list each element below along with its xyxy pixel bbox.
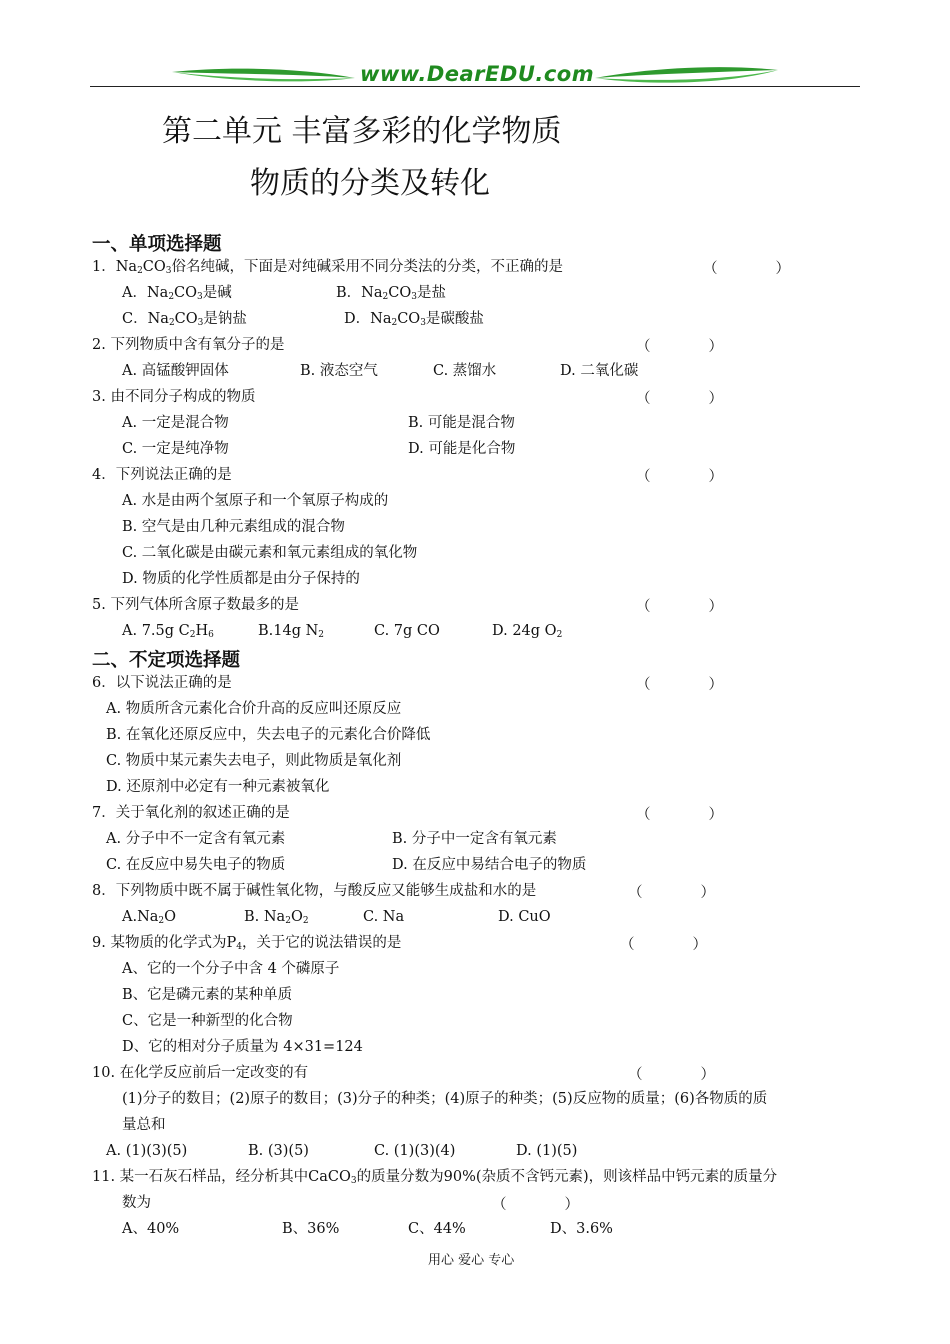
q7-option-b: B. 分子中一定含有氧元素	[392, 831, 557, 847]
answer-bracket-11[interactable]: （ ）	[492, 1197, 579, 1213]
q9-option-a: A、它的一个分子中含 4 个磷原子	[122, 961, 340, 977]
q6-option-d: D. 还原剂中必定有一种元素被氧化	[106, 779, 330, 795]
q6-option-a: A. 物质所含元素化合价升高的反应叫还原反应	[106, 701, 402, 717]
answer-bracket-10[interactable]: （ ）	[628, 1067, 715, 1083]
answer-bracket-2[interactable]: （ ）	[636, 339, 723, 355]
question-10: 10. 在化学反应前后一定改变的有	[92, 1065, 309, 1081]
q11-option-a: A、40%	[122, 1221, 180, 1237]
answer-bracket-9[interactable]: （ ）	[620, 937, 707, 953]
q1-option-b: B．$Na_2CO_3$是盐	[336, 285, 446, 302]
q8-option-d: D. CuO	[498, 909, 551, 925]
q4-option-b: B. 空气是由几种元素组成的混合物	[122, 519, 345, 535]
q6-option-c: C. 物质中某元素失去电子，则此物质是氧化剂	[106, 753, 402, 769]
q1-option-d: D．$Na_2CO_3$是碳酸盐	[344, 311, 484, 328]
q9-option-c: C、它是一种新型的化合物	[122, 1013, 293, 1029]
q7-option-a: A. 分子中不一定含有氧元素	[106, 831, 286, 847]
answer-bracket-3[interactable]: （ ）	[636, 391, 723, 407]
q5-option-b: B.14g $N_2$	[258, 623, 325, 640]
question-3: 3. 由不同分子构成的物质	[92, 389, 256, 405]
q10-option-a: A. (1)(3)(5)	[106, 1143, 188, 1159]
q8-option-a: $A.Na_2O$	[122, 909, 177, 926]
q11-option-b: B、36%	[282, 1221, 340, 1237]
page-title: 第二单元 丰富多彩的化学物质	[162, 114, 562, 149]
answer-bracket-4[interactable]: （ ）	[636, 469, 723, 485]
question-11: 11. 某一石灰石样品，经分析其中CaCO$_3$的质量分数为90%(杂质不含钙元素)，则该样品中钙元素的质量分	[92, 1169, 778, 1186]
q9-option-d: D、它的相对分子质量为 4×31=124	[122, 1039, 363, 1055]
q4-option-c: C. 二氧化碳是由碳元素和氧元素组成的氧化物	[122, 545, 418, 561]
q10-statement-line2: 量总和	[122, 1117, 166, 1133]
q5-option-a: A. 7.5g $C_2H_6$	[122, 623, 214, 640]
q4-option-a: A. 水是由两个氢原子和一个氧原子构成的	[122, 493, 389, 509]
q10-option-b: B. (3)(5)	[248, 1143, 309, 1159]
q2-option-d: D. 二氧化碳	[560, 363, 639, 379]
page-subtitle: 物质的分类及转化	[250, 166, 490, 201]
q3-option-a: A. 一定是混合物	[122, 415, 229, 431]
q6-option-b: B. 在氧化还原反应中，失去电子的元素化合价降低	[106, 727, 431, 743]
question-9: 9. 某物质的化学式为$P_4$，关于它的说法错误的是	[92, 935, 402, 952]
q3-option-d: D. 可能是化合物	[408, 441, 516, 457]
q3-option-b: B. 可能是混合物	[408, 415, 515, 431]
question-7: 7．关于氧化剂的叙述正确的是	[92, 805, 290, 821]
header-divider	[90, 86, 860, 87]
question-4: 4．下列说法正确的是	[92, 467, 232, 483]
q2-option-a: A. 高锰酸钾固体	[122, 363, 229, 379]
q11-statement-line2: 数为	[122, 1195, 151, 1211]
q1-option-a: A．$Na_2CO_3$是碱	[122, 285, 232, 302]
q8-option-c: C. Na	[363, 909, 405, 925]
question-5: 5. 下列气体所含原子数最多的是	[92, 597, 299, 613]
question-8: 8．下列物质中既不属于碱性氧化物，与酸反应又能够生成盐和水的是	[92, 883, 537, 899]
answer-bracket-6[interactable]: （ ）	[636, 677, 723, 693]
q1-option-c: C．$Na_2CO_3$是钠盐	[122, 311, 247, 328]
q3-option-c: C. 一定是纯净物	[122, 441, 229, 457]
q11-option-c: C、44%	[408, 1221, 466, 1237]
q11-option-d: D、3.6%	[550, 1221, 613, 1237]
page-footer: 用心 爱心 专心	[428, 1253, 515, 1268]
question-1: 1．$Na_2CO_3$俗名纯碱，下面是对纯碱采用不同分类法的分类，不正确的是	[92, 259, 564, 276]
q2-option-b: B. 液态空气	[300, 363, 378, 379]
section-heading-multi-choice: 二、不定项选择题	[92, 650, 241, 671]
question-6: 6．以下说法正确的是	[92, 675, 232, 691]
header-site-logo[interactable]: www.DearEDU.com	[360, 62, 595, 86]
q2-option-c: C. 蒸馏水	[433, 363, 497, 379]
q10-statement-line1: (1)分子的数目；(2)原子的数目；(3)分子的种类；(4)原子的种类；(5)反应物的质量；(6)各物质的质	[122, 1091, 768, 1107]
q5-option-d: D. 24g $O_2$	[492, 623, 563, 640]
section-heading-single-choice: 一、单项选择题	[92, 234, 222, 255]
q7-option-d: D. 在反应中易结合电子的物质	[392, 857, 587, 873]
answer-bracket-1[interactable]: （ ）	[703, 261, 790, 277]
q4-option-d: D. 物质的化学性质都是由分子保持的	[122, 571, 360, 587]
question-2: 2. 下列物质中含有氧分子的是	[92, 337, 285, 353]
q9-option-b: B、它是磷元素的某种单质	[122, 987, 293, 1003]
answer-bracket-5[interactable]: （ ）	[636, 599, 723, 615]
answer-bracket-7[interactable]: （ ）	[636, 807, 723, 823]
q8-option-b: B. $Na_2O_2$	[244, 909, 309, 926]
q5-option-c: C. 7g CO	[374, 623, 440, 639]
answer-bracket-8[interactable]: （ ）	[628, 885, 715, 901]
q10-option-c: C. (1)(3)(4)	[374, 1143, 456, 1159]
q10-option-d: D. (1)(5)	[516, 1143, 578, 1159]
q7-option-c: C. 在反应中易失电子的物质	[106, 857, 286, 873]
